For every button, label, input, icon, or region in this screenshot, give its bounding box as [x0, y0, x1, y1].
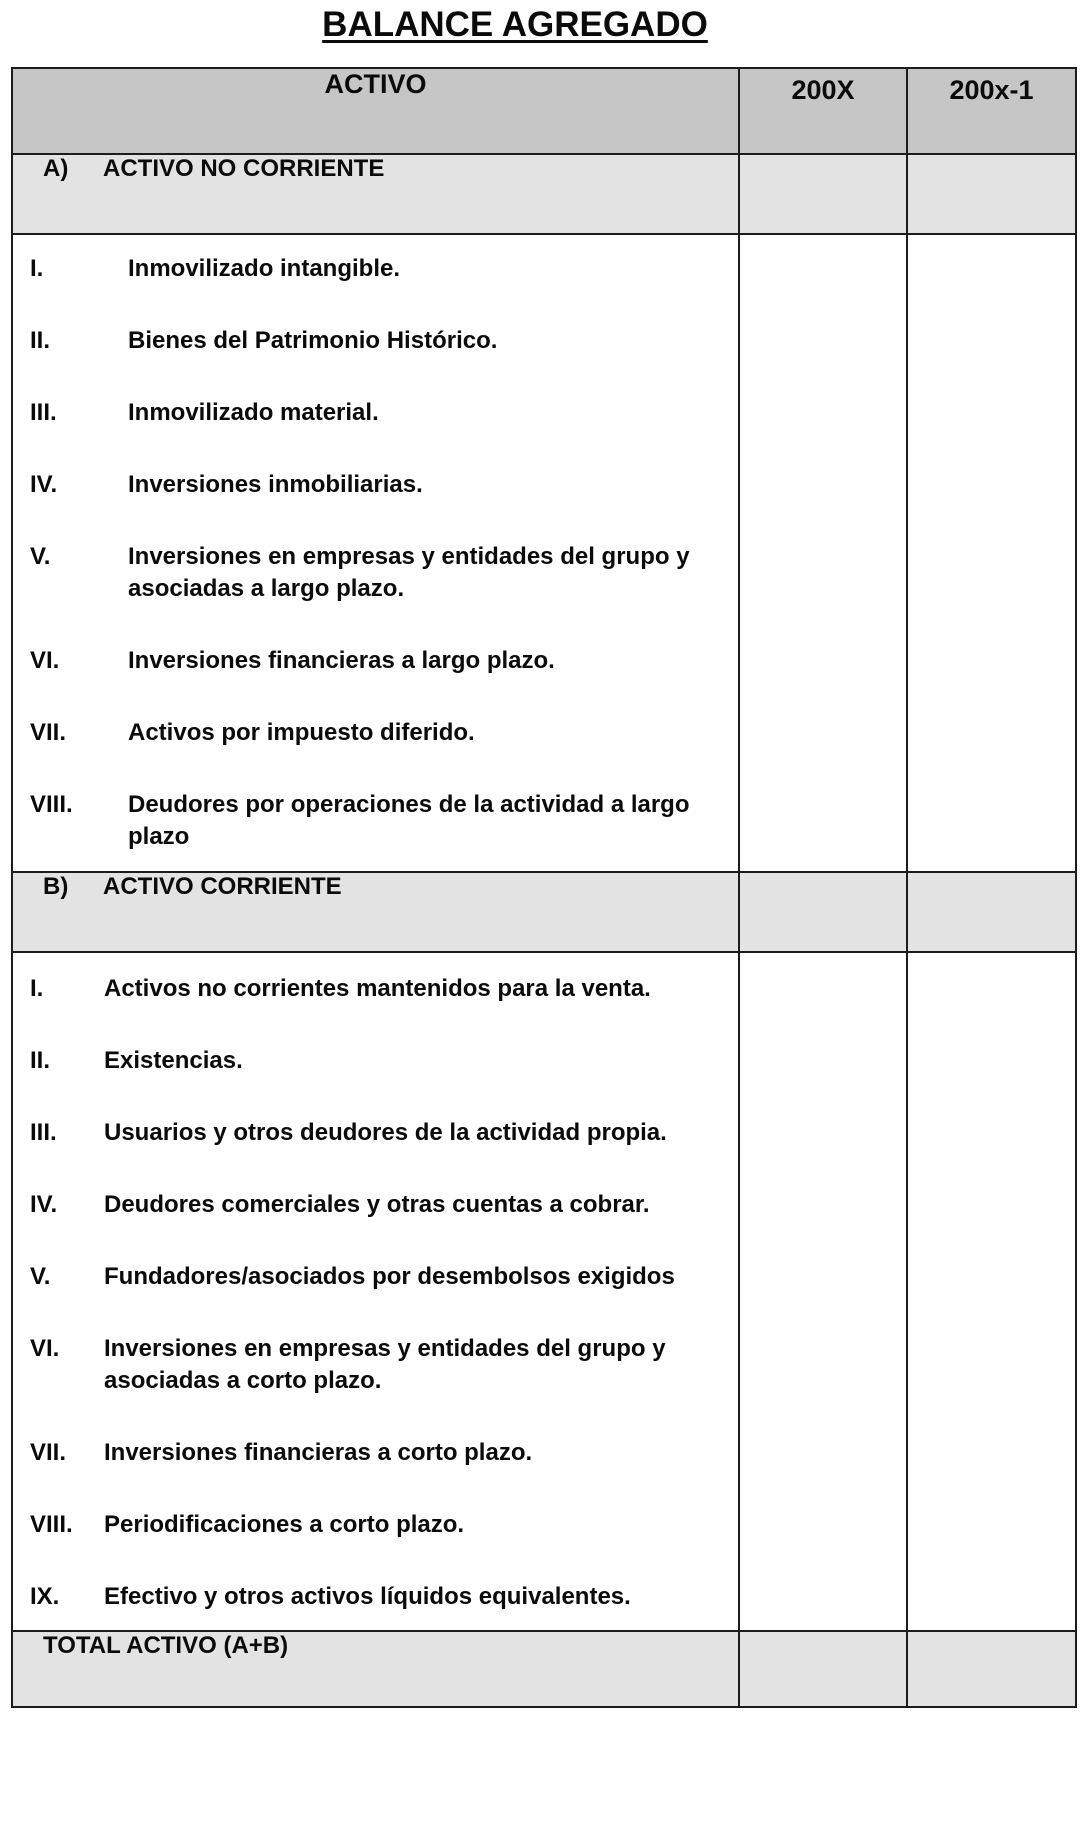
- item-text: Deudores por operaciones de la actividad a largo plazo: [128, 791, 690, 850]
- item-text: Periodificaciones a corto plazo.: [104, 1511, 465, 1538]
- item-number: V.: [30, 1263, 51, 1290]
- item-number: VI.: [30, 1335, 60, 1362]
- item-text: Inversiones en empresas y entidades del grupo y asociadas a corto plazo.: [104, 1335, 666, 1394]
- item-text: Bienes del Patrimonio Histórico.: [128, 327, 498, 354]
- list-item: [13, 1261, 738, 1293]
- section-a-value-previous[interactable]: [907, 154, 1076, 234]
- item-text: Inversiones en empresas y entidades del grupo y asociadas a largo plazo.: [128, 543, 690, 602]
- total-label-cell: [12, 1631, 739, 1707]
- section-b-items-value-current[interactable]: [739, 952, 907, 1631]
- item-number: IX.: [30, 1583, 60, 1610]
- section-a-items-row: [12, 234, 1076, 872]
- item-number: IV.: [30, 471, 58, 498]
- section-b-title: ACTIVO CORRIENTE: [103, 873, 342, 900]
- item-number: VIII.: [30, 791, 73, 818]
- total-label: TOTAL ACTIVO (A+B): [43, 1632, 289, 1659]
- section-a-value-current[interactable]: [739, 154, 907, 234]
- item-number: VII.: [30, 1439, 67, 1466]
- list-item: [13, 541, 738, 605]
- section-a-items-value-previous[interactable]: [907, 234, 1076, 872]
- list-item: [13, 1581, 738, 1613]
- item-number: V.: [30, 543, 51, 570]
- header-year-current: 200X: [739, 68, 907, 154]
- section-b-items-value-previous[interactable]: [907, 952, 1076, 1631]
- item-number: I.: [30, 255, 44, 282]
- section-a-label-cell: [12, 154, 739, 234]
- item-text: Usuarios y otros deudores de la actividad propia.: [104, 1119, 667, 1146]
- item-text: Inmovilizado material.: [128, 399, 379, 426]
- item-text: Inversiones financieras a largo plazo.: [128, 647, 555, 674]
- section-b-item-list: [13, 953, 738, 1630]
- item-number: VI.: [30, 647, 60, 674]
- list-item: [13, 1045, 738, 1077]
- header-row: [12, 68, 1076, 154]
- item-number: II.: [30, 327, 51, 354]
- item-text: Activos no corrientes mantenidos para la venta.: [104, 975, 651, 1002]
- section-a-items-value-current[interactable]: [739, 234, 907, 872]
- list-item: [13, 1509, 738, 1541]
- list-item: [13, 469, 738, 501]
- list-item: [13, 645, 738, 677]
- list-item: [13, 973, 738, 1005]
- section-a-row: [12, 154, 1076, 234]
- total-value-current[interactable]: [739, 1631, 907, 1707]
- section-b-letter: B): [43, 873, 69, 900]
- balance-table: [11, 67, 1077, 1708]
- section-a-items-cell: [12, 234, 739, 872]
- section-b-items-cell: [12, 952, 739, 1631]
- item-text: Inmovilizado intangible.: [128, 255, 401, 282]
- header-year-previous: 200x-1: [907, 68, 1076, 154]
- item-text: Activos por impuesto diferido.: [128, 719, 475, 746]
- list-item: [13, 397, 738, 429]
- section-a-item-list: [13, 235, 738, 871]
- section-a-letter: A): [43, 155, 69, 182]
- list-item: [13, 717, 738, 749]
- item-text: Efectivo y otros activos líquidos equivalentes.: [104, 1583, 631, 1610]
- item-text: Existencias.: [104, 1047, 243, 1074]
- item-text: Fundadores/asociados por desembolsos exigidos: [104, 1263, 675, 1290]
- section-b-label-cell: [12, 872, 739, 952]
- item-number: II.: [30, 1047, 51, 1074]
- list-item: [13, 789, 738, 853]
- item-number: I.: [30, 975, 44, 1002]
- item-text: Deudores comerciales y otras cuentas a cobrar.: [104, 1191, 650, 1218]
- list-item: [13, 1333, 738, 1397]
- list-item: [13, 1117, 738, 1149]
- item-number: IV.: [30, 1191, 58, 1218]
- section-b-value-previous[interactable]: [907, 872, 1076, 952]
- item-number: VIII.: [30, 1511, 73, 1538]
- list-item: [13, 253, 738, 285]
- section-a-title: ACTIVO NO CORRIENTE: [103, 155, 385, 182]
- total-row: [12, 1631, 1076, 1707]
- item-number: III.: [30, 1119, 57, 1146]
- item-text: Inversiones financieras a corto plazo.: [104, 1439, 533, 1466]
- list-item: [13, 1189, 738, 1221]
- page-title: [0, 0, 1030, 50]
- list-item: [13, 325, 738, 357]
- item-number: VII.: [30, 719, 67, 746]
- header-label: ACTIVO: [12, 68, 739, 154]
- item-text: Inversiones inmobiliarias.: [128, 471, 423, 498]
- item-number: III.: [30, 399, 57, 426]
- total-value-previous[interactable]: [907, 1631, 1076, 1707]
- section-b-items-row: [12, 952, 1076, 1631]
- section-b-value-current[interactable]: [739, 872, 907, 952]
- section-b-row: [12, 872, 1076, 952]
- list-item: [13, 1437, 738, 1469]
- page-title-text: BALANCE AGREGADO: [322, 5, 708, 44]
